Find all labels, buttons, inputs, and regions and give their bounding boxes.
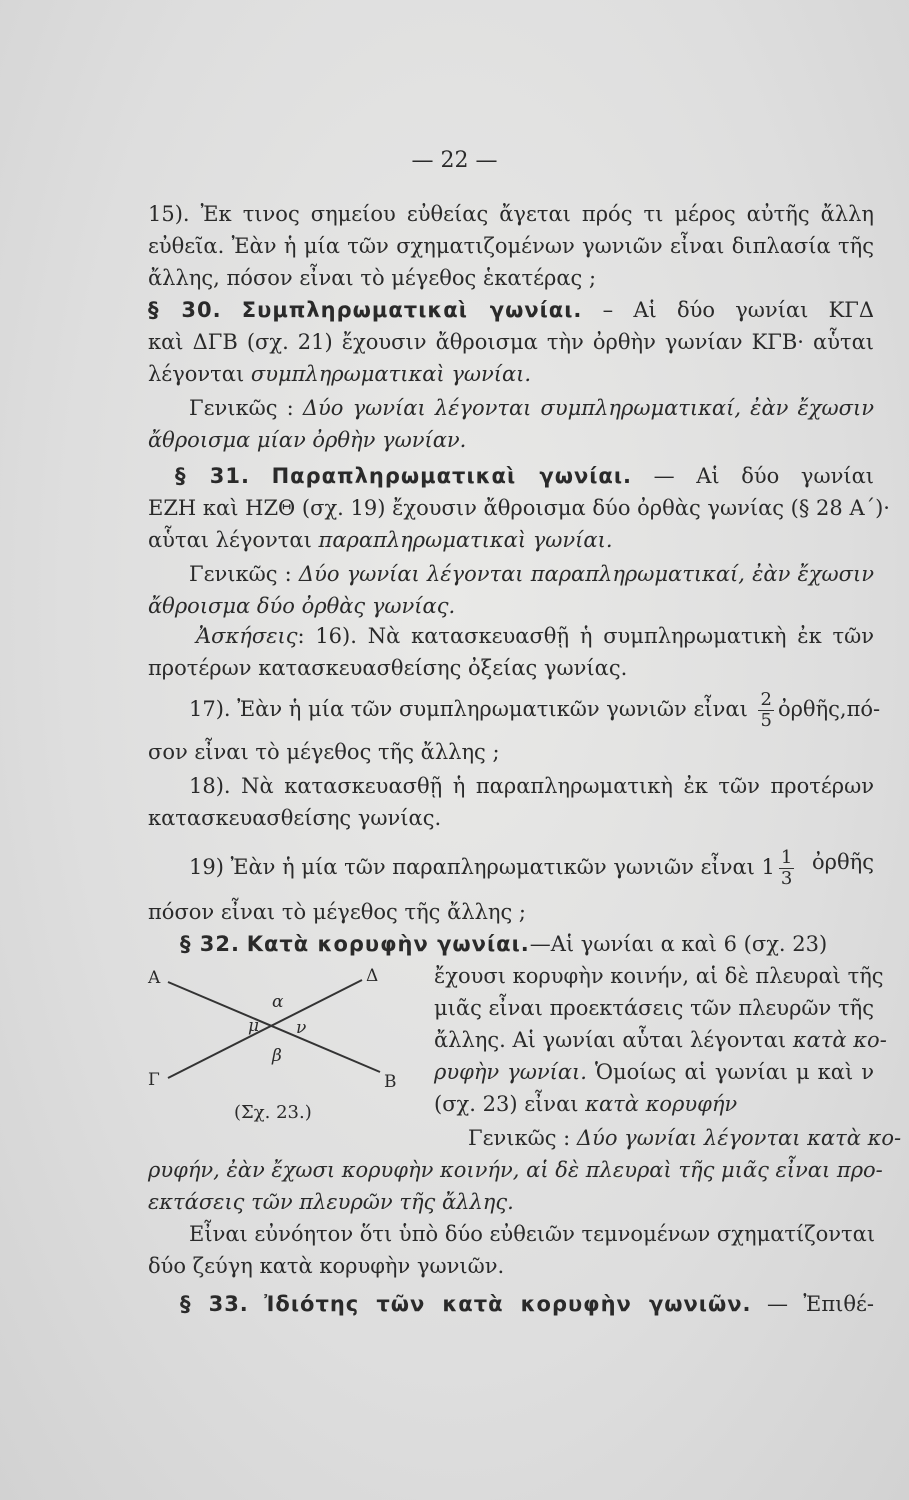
exercise-16-line-2: προτέρων κατασκευασθείσης ὀξείας γωνίας. bbox=[148, 656, 628, 680]
angle-label-mu: μ bbox=[248, 1016, 260, 1036]
page-number: — 22 — bbox=[411, 148, 498, 173]
section-31-general-1: Γενικῶς : Δύο γωνίαι λέγονται παραπληρωματικαί, ἐὰν ἔχωσιν bbox=[189, 562, 874, 586]
point-label-g: Γ bbox=[148, 1070, 160, 1090]
section-32-general-2: ρυφήν, ἐὰν ἔχωσι κορυφὴν κοινήν, αἱ δὲ πλευραὶ τῆς μιᾶς εἶναι προ- bbox=[148, 1158, 883, 1182]
exercise-15-line-1: 15). Ἐκ τινος σημείου εὐθείας ἄγεται πρός τι μέρος αὐτῆς ἄλλη bbox=[148, 202, 874, 226]
figure-caption: (Σχ. 23.) bbox=[234, 1102, 312, 1123]
point-label-d: Δ bbox=[366, 966, 379, 986]
section-32-wrap-5: (σχ. 23) εἶναι κατὰ κορυφήν bbox=[434, 1092, 738, 1116]
section-32-number: § 32. bbox=[180, 932, 241, 956]
exercise-17-line-2: σον εἶναι τὸ μέγεθος τῆς ἄλλης ; bbox=[148, 740, 500, 764]
exercise-19-line-1: 19) Ἐὰν ἡ μία τῶν παραπληρωματικῶν γωνιῶν εἶναι 1 $\frac{1}{3}$ ὀρθῆς bbox=[189, 847, 874, 889]
point-label-b: Β bbox=[384, 1072, 397, 1092]
section-30-line-2: καὶ ΔΓΒ (σχ. 21) ἔχουσιν ἄθροισμα τὴν ὀρθὴν γωνίαν ΚΓΒ· αὗται bbox=[148, 330, 874, 354]
section-32-title: Κατὰ κορυφὴν γωνίαι. bbox=[246, 932, 530, 956]
exercise-15-line-2: εὐθεῖα. Ἐὰν ἡ μία τῶν σχηματιζομένων γωνιῶν εἶναι διπλασία τῆς bbox=[148, 234, 874, 258]
angle-label-alpha: α bbox=[272, 992, 284, 1012]
section-32-heading bbox=[180, 930, 874, 958]
section-31-general-2: ἄθροισμα δύο ὀρθὰς γωνίας. bbox=[148, 594, 456, 618]
angle-label-beta: β bbox=[272, 1046, 282, 1066]
section-30-heading bbox=[148, 296, 874, 324]
section-30-general-2: ἄθροισμα μίαν ὀρθὴν γωνίαν. bbox=[148, 428, 467, 452]
section-31-line-1-rest: — Αἱ δύο γωνίαι bbox=[653, 464, 874, 488]
section-31-line-3: αὗται λέγονται παραπληρωματικαὶ γωνίαι. bbox=[148, 528, 613, 552]
term-supplementary: παραπληρωματικαὶ γωνίαι. bbox=[318, 528, 613, 552]
section-32-wrap-1: ἔχουσι κορυφὴν κοινήν, αἱ δὲ πλευραὶ τῆς bbox=[434, 964, 884, 988]
section-32-general-1: Γενικῶς : Δύο γωνίαι λέγονται κατὰ κο- bbox=[468, 1126, 902, 1150]
section-33-number: § 33. bbox=[180, 1292, 249, 1316]
section-31-heading bbox=[175, 462, 874, 490]
section-32-line-1-rest: —Αἱ γωνίαι α καὶ 6 (σχ. 23) bbox=[529, 932, 828, 956]
point-label-a: Α bbox=[148, 968, 161, 988]
figure-23 bbox=[148, 962, 406, 1140]
exercise-18-line-1: 18). Νὰ κατασκευασθῇ ἡ παραπληρωματικὴ ἐκ τῶν προτέρων bbox=[189, 774, 874, 798]
section-32-note-1: Εἶναι εὐνόητον ὅτι ὑπὸ δύο εὐθειῶν τεμνομένων σχηματίζονται bbox=[189, 1222, 876, 1246]
exercise-17-line-1: 17). Ἐὰν ἡ μία τῶν συμπληρωματικῶν γωνιῶν εἶναι $\frac{2}{5}$ ὀρθῆς,πό- bbox=[189, 689, 881, 731]
angle-label-nu: ν bbox=[296, 1018, 307, 1038]
section-30-line-1-rest: – Αἱ δύο γωνίαι ΚΓΔ bbox=[602, 298, 874, 322]
section-30-line-3: λέγονται συμπληρωματικαὶ γωνίαι. bbox=[148, 362, 532, 386]
section-31-title: Παραπληρωματικαὶ γωνίαι. bbox=[271, 464, 633, 488]
exercise-18-line-2: κατασκευασθείσης γωνίας. bbox=[148, 806, 442, 830]
section-31-line-2: ΕΖΗ καὶ ΗΖΘ (σχ. 19) ἔχουσιν ἄθροισμα δύο ὀρθὰς γωνίας (§ 28 Α΄)· bbox=[148, 496, 890, 520]
fraction-two-fifths: $\frac{2}{5}$ bbox=[760, 689, 772, 731]
section-33-title: Ἰδιότης τῶν κατὰ κορυφὴν γωνιῶν. bbox=[264, 1292, 752, 1316]
section-32-general-3: εκτάσεις τῶν πλευρῶν τῆς ἄλλης. bbox=[148, 1190, 514, 1214]
section-32-wrap-3: ἄλλης. Αἱ γωνίαι αὗται λέγονται κατὰ κο- bbox=[434, 1028, 887, 1052]
section-32-wrap-4: ρυφὴν γωνίαι. Ὁμοίως αἱ γωνίαι μ καὶ ν bbox=[434, 1060, 874, 1084]
exercises-label: Ἀσκήσεις bbox=[196, 624, 298, 648]
term-complementary: συμπληρωματικαὶ γωνίαι. bbox=[250, 362, 532, 386]
section-30-general-1: Γενικῶς : Δύο γωνίαι λέγονται συμπληρωματικαί, ἐὰν ἔχωσιν bbox=[189, 396, 874, 420]
exercise-19-line-2: πόσον εἶναι τὸ μέγεθος τῆς ἄλλης ; bbox=[148, 900, 526, 924]
section-30-number: § 30. bbox=[148, 298, 222, 322]
fraction-one-third: $\frac{1}{3}$ bbox=[780, 847, 793, 889]
section-32-note-2: δύο ζεύγη κατὰ κορυφὴν γωνιῶν. bbox=[148, 1254, 505, 1278]
section-32-wrap-2: μιᾶς εἶναι προεκτάσεις τῶν πλευρῶν τῆς bbox=[434, 996, 874, 1020]
section-30-title: Συμπληρωματικαὶ γωνίαι. bbox=[241, 298, 583, 322]
section-33-heading bbox=[180, 1290, 874, 1318]
exercise-15-line-3: ἄλλης, πόσον εἶναι τὸ μέγεθος ἑκατέρας ; bbox=[148, 266, 597, 290]
exercise-16-line-1: Ἀσκήσεις: 16). Νὰ κατασκευασθῇ ἡ συμπληρωματικὴ ἐκ τῶν bbox=[196, 624, 874, 648]
section-33-rest: — Ἐπιθέ- bbox=[766, 1292, 874, 1316]
section-31-number: § 31. bbox=[175, 464, 250, 488]
